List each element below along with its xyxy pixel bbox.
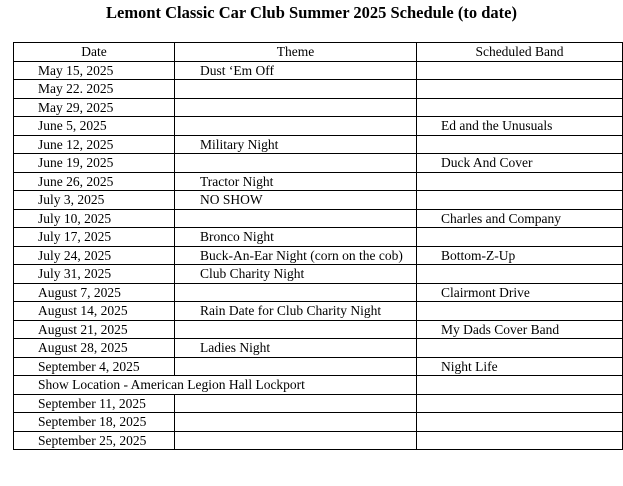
table-row bbox=[14, 98, 623, 117]
band-cell bbox=[417, 98, 623, 117]
date-cell: June 5, 2025 bbox=[14, 117, 175, 136]
band-cell: Night Life bbox=[417, 357, 623, 376]
date-cell: August 21, 2025 bbox=[14, 320, 175, 339]
theme-cell bbox=[175, 283, 417, 302]
header-date: Date bbox=[14, 43, 175, 62]
table-row bbox=[14, 154, 623, 173]
location-row bbox=[14, 376, 623, 395]
band-cell: Clairmont Drive bbox=[417, 283, 623, 302]
date-cell: August 28, 2025 bbox=[14, 339, 175, 358]
date-cell: August 7, 2025 bbox=[14, 283, 175, 302]
table-row bbox=[14, 135, 623, 154]
theme-cell: Ladies Night bbox=[175, 339, 417, 358]
date-cell: June 26, 2025 bbox=[14, 172, 175, 191]
band-cell bbox=[417, 172, 623, 191]
date-cell: July 3, 2025 bbox=[14, 191, 175, 210]
table-row bbox=[14, 172, 623, 191]
band-cell bbox=[417, 302, 623, 321]
band-cell bbox=[417, 265, 623, 284]
band-cell bbox=[417, 339, 623, 358]
band-cell bbox=[417, 228, 623, 247]
date-cell: September 11, 2025 bbox=[14, 394, 175, 413]
header-band: Scheduled Band bbox=[417, 43, 623, 62]
date-cell: May 22. 2025 bbox=[14, 80, 175, 99]
table-row bbox=[14, 357, 623, 376]
table-row bbox=[14, 191, 623, 210]
band-cell: Duck And Cover bbox=[417, 154, 623, 173]
table-row bbox=[14, 339, 623, 358]
header-theme: Theme bbox=[175, 43, 417, 62]
theme-cell: Club Charity Night bbox=[175, 265, 417, 284]
theme-cell bbox=[175, 98, 417, 117]
theme-cell: Rain Date for Club Charity Night bbox=[175, 302, 417, 321]
theme-cell bbox=[175, 357, 417, 376]
table-row bbox=[14, 117, 623, 136]
table-row bbox=[14, 302, 623, 321]
date-cell: July 17, 2025 bbox=[14, 228, 175, 247]
date-cell: August 14, 2025 bbox=[14, 302, 175, 321]
location-note: Show Location - American Legion Hall Lockport bbox=[14, 376, 417, 395]
table-row bbox=[14, 320, 623, 339]
table-row bbox=[14, 394, 623, 413]
theme-cell bbox=[175, 431, 417, 450]
theme-cell bbox=[175, 117, 417, 136]
band-cell bbox=[417, 413, 623, 432]
theme-cell bbox=[175, 209, 417, 228]
band-cell bbox=[417, 135, 623, 154]
schedule-table bbox=[13, 42, 623, 450]
table-row bbox=[14, 80, 623, 99]
theme-cell bbox=[175, 80, 417, 99]
theme-cell bbox=[175, 413, 417, 432]
table-row bbox=[14, 265, 623, 284]
band-cell bbox=[417, 394, 623, 413]
theme-cell: Bronco Night bbox=[175, 228, 417, 247]
band-cell bbox=[417, 80, 623, 99]
date-cell: June 19, 2025 bbox=[14, 154, 175, 173]
theme-cell: NO SHOW bbox=[175, 191, 417, 210]
schedule-body bbox=[14, 61, 623, 450]
band-cell bbox=[417, 431, 623, 450]
band-cell: Ed and the Unusuals bbox=[417, 117, 623, 136]
date-cell: May 15, 2025 bbox=[14, 61, 175, 80]
theme-cell: Military Night bbox=[175, 135, 417, 154]
band-cell bbox=[417, 191, 623, 210]
theme-cell bbox=[175, 154, 417, 173]
theme-cell bbox=[175, 320, 417, 339]
theme-cell: Tractor Night bbox=[175, 172, 417, 191]
band-cell bbox=[417, 61, 623, 80]
table-row bbox=[14, 431, 623, 450]
theme-cell: Dust ‘Em Off bbox=[175, 61, 417, 80]
header-row bbox=[14, 43, 623, 62]
date-cell: July 24, 2025 bbox=[14, 246, 175, 265]
band-cell: My Dads Cover Band bbox=[417, 320, 623, 339]
band-cell bbox=[417, 376, 623, 395]
table-row bbox=[14, 413, 623, 432]
band-cell: Charles and Company bbox=[417, 209, 623, 228]
date-cell: July 10, 2025 bbox=[14, 209, 175, 228]
band-cell: Bottom-Z-Up bbox=[417, 246, 623, 265]
table-row bbox=[14, 283, 623, 302]
date-cell: September 18, 2025 bbox=[14, 413, 175, 432]
table-row bbox=[14, 228, 623, 247]
table-row bbox=[14, 61, 623, 80]
date-cell: September 4, 2025 bbox=[14, 357, 175, 376]
theme-cell bbox=[175, 394, 417, 413]
theme-cell: Buck-An-Ear Night (corn on the cob) bbox=[175, 246, 417, 265]
date-cell: May 29, 2025 bbox=[14, 98, 175, 117]
table-row bbox=[14, 246, 623, 265]
date-cell: July 31, 2025 bbox=[14, 265, 175, 284]
page-title: Lemont Classic Car Club Summer 2025 Schedule (to date) bbox=[106, 3, 517, 22]
date-cell: September 25, 2025 bbox=[14, 431, 175, 450]
table-row bbox=[14, 209, 623, 228]
date-cell: June 12, 2025 bbox=[14, 135, 175, 154]
